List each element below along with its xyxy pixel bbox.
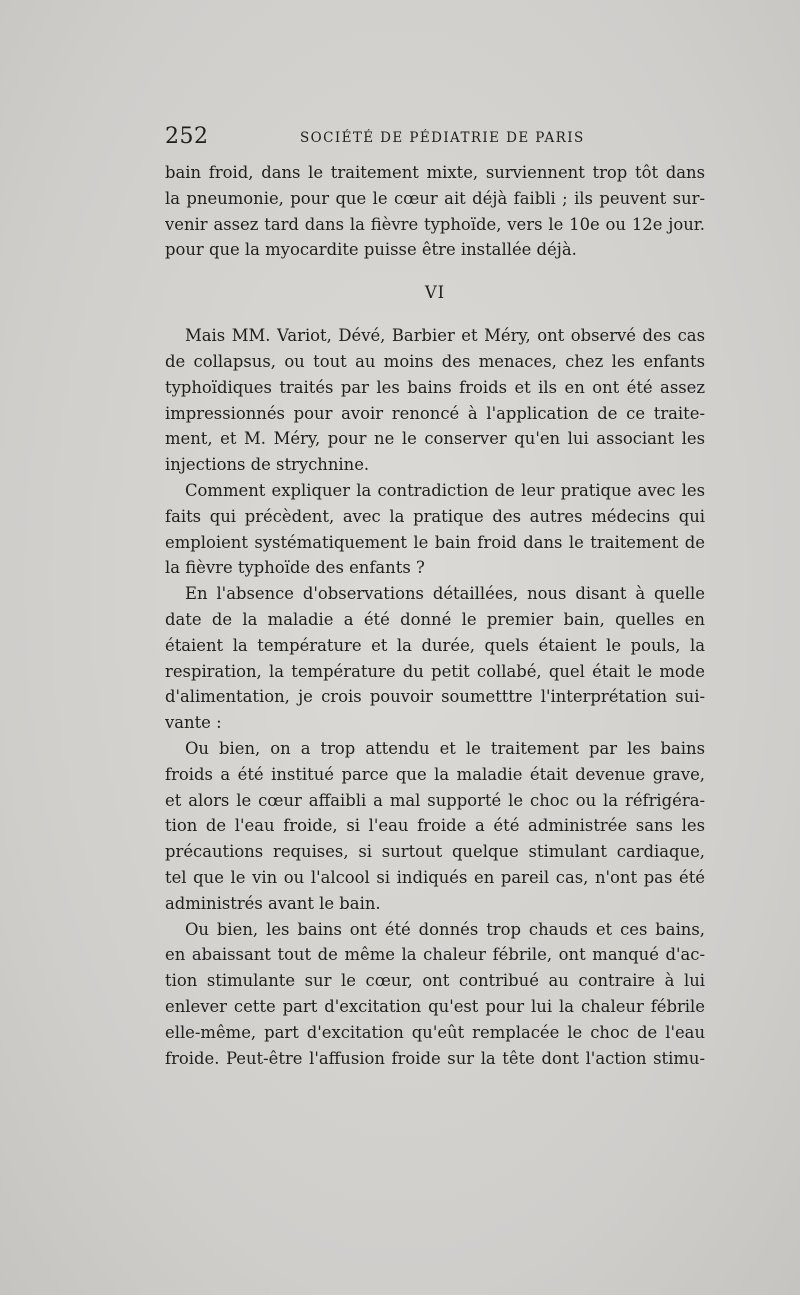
body-text (165, 160, 705, 1071)
text-line: faits qui précèdent, avec la pratique des autres médecins qui (165, 506, 705, 526)
text-line: tel que le vin ou l'alcool si indiqués en pareil cas, n'ont pas été (165, 867, 705, 887)
text-line: la fièvre typhoïde des enfants ? (165, 558, 425, 578)
text-line: Mais MM. Variot, Dévé, Barbier et Méry, ont observé des cas (185, 326, 705, 346)
text-line: en abaissant tout de même la chaleur fébrile, ont manqué d'ac- (165, 945, 705, 965)
text-line: Comment expliquer la contradiction de leur pratique avec les (185, 480, 705, 500)
text-line: impressionnés pour avoir renoncé à l'application de ce traite- (165, 403, 705, 423)
text-line: bain froid, dans le traitement mixte, surviennent trop tôt dans (165, 163, 705, 182)
text-line: En l'absence d'observations détaillées, nous disant à quelle (185, 584, 705, 604)
text-line: typhoïdiques traités par les bains froids et ils en ont été assez (165, 377, 705, 397)
text-line: froids a été institué parce que la maladie était devenue grave, (165, 764, 705, 784)
text-line: administrés avant le bain. (165, 893, 381, 913)
page-number: 252 (165, 124, 209, 149)
text-line: étaient la température et la durée, quels étaient le pouls, la (165, 635, 705, 655)
text-line: enlever cette part d'excitation qu'est pour lui la chaleur fébrile (165, 996, 705, 1016)
page-header (165, 124, 705, 154)
text-line: la pneumonie, pour que le cœur ait déjà faibli ; ils peuvent sur- (165, 188, 705, 208)
text-line: date de la maladie a été donné le premier bain, quelles en (165, 609, 705, 629)
text-line: elle-même, part d'excitation qu'eût remplacée le choc de l'eau (165, 1022, 705, 1042)
text-line: vante : (165, 713, 222, 733)
running-head: SOCIÉTÉ DE PÉDIATRIE DE PARIS (300, 130, 585, 146)
section-heading: VI (424, 283, 446, 303)
text-line: injections de strychnine. (165, 455, 370, 475)
text-line: précautions requises, si surtout quelque stimulant cardiaque, (165, 842, 705, 862)
text-line: de collapsus, ou tout au moins des menaces, chez les enfants (165, 351, 705, 371)
text-line: et alors le cœur affaibli a mal supporté le choc ou la réfrigéra- (165, 790, 705, 810)
text-line: Ou bien, on a trop attendu et le traitement par les bains (185, 738, 705, 758)
text-line: d'alimentation, je crois pouvoir soumetttre l'interprétation sui- (165, 687, 705, 707)
text-line: respiration, la température du petit collabé, quel était le mode (165, 661, 705, 681)
text-line: tion stimulante sur le cœur, ont contribué au contraire à lui (165, 971, 705, 991)
text-line: ment, et M. Méry, pour ne le conserver qu'en lui associant les (165, 429, 705, 449)
text-line: emploient systématiquement le bain froid dans le traitement de (165, 532, 705, 552)
text-line: pour que la myocardite puisse être installée déjà. (165, 240, 577, 260)
text-line: Ou bien, les bains ont été donnés trop chauds et ces bains, (185, 919, 705, 939)
text-line: venir assez tard dans la fièvre typhoïde, vers le 10e ou 12e jour. (165, 214, 705, 234)
text-line: froide. Peut-être l'affusion froide sur la tête dont l'action stimu- (165, 1048, 705, 1068)
text-line: tion de l'eau froide, si l'eau froide a été administrée sans les (165, 816, 705, 836)
